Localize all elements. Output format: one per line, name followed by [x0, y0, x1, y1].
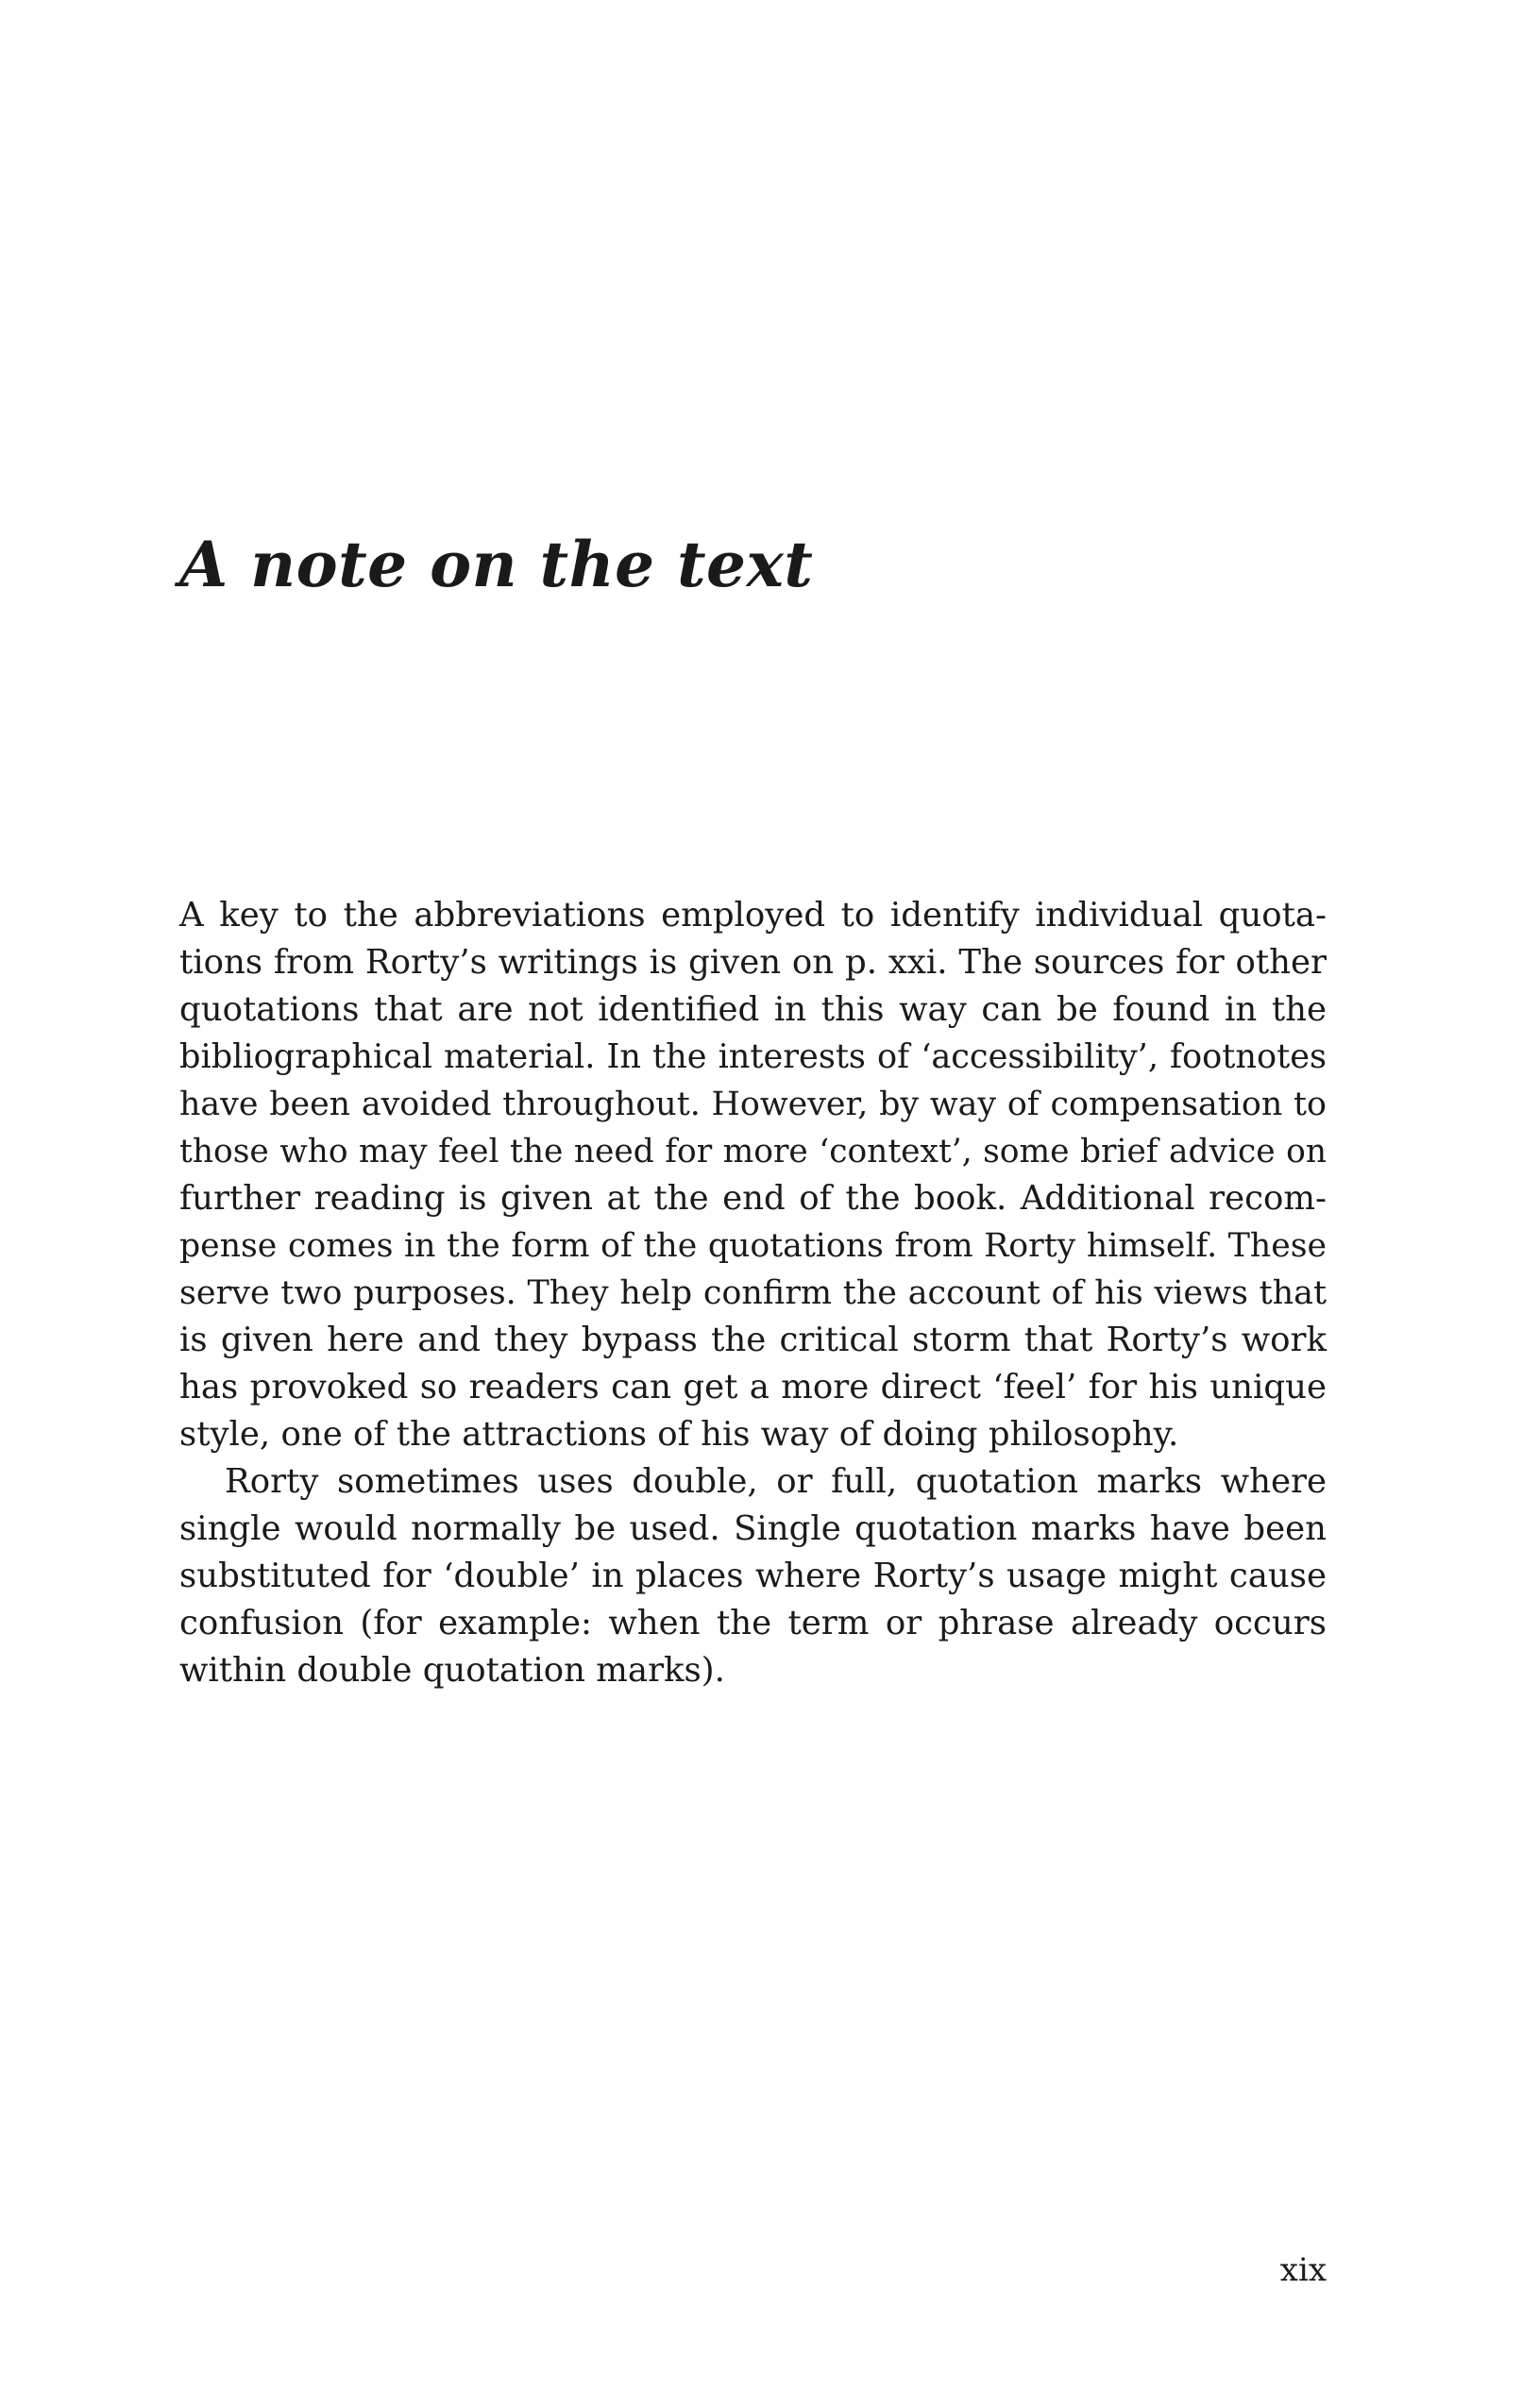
text-line: is given here and they bypass the critical storm that Rorty’s work	[179, 1321, 1327, 1359]
text-line: substituted for ‘double’ in places where Rorty’s usage might cause	[179, 1557, 1327, 1595]
text-line: bibliographical material. In the interests of ‘accessibility’, footnotes	[179, 1037, 1327, 1076]
paragraph-2	[179, 1458, 1327, 1694]
page-number: xix	[1279, 2251, 1327, 2289]
paragraph-1	[179, 892, 1327, 1458]
text-line: tions from Rorty’s writings is given on p. xxi. The sources for other	[179, 943, 1327, 982]
text-line: confusion (for example: when the term or phrase already occurs	[179, 1604, 1327, 1642]
text-line: within double quotation marks).	[179, 1651, 725, 1690]
text-line: serve two purposes. They help confirm the account of his views that	[179, 1274, 1327, 1312]
text-line: pense comes in the form of the quotations from Rorty himself. These	[179, 1227, 1327, 1265]
text-line: single would normally be used. Single quotation marks have been	[179, 1509, 1327, 1548]
text-line: have been avoided throughout. However, by way of compensation to	[179, 1086, 1327, 1123]
text-line: Rorty sometimes uses double, or full, quotation marks where	[225, 1462, 1327, 1501]
text-line: has provoked so readers can get a more direct ‘feel’ for his unique	[179, 1368, 1327, 1406]
text-line: quotations that are not identified in this way can be found in the	[179, 990, 1327, 1029]
text-line: those who may feel the need for more ‘context’, some brief advice on	[179, 1133, 1327, 1170]
body-text	[179, 892, 1327, 1694]
text-line: style, one of the attractions of his way of doing philosophy.	[179, 1415, 1179, 1454]
text-line: further reading is given at the end of the book. Additional recom-	[179, 1179, 1327, 1218]
chapter-title: A note on the text	[179, 528, 814, 601]
text-line: A key to the abbreviations employed to identify individual quota-	[179, 896, 1327, 935]
